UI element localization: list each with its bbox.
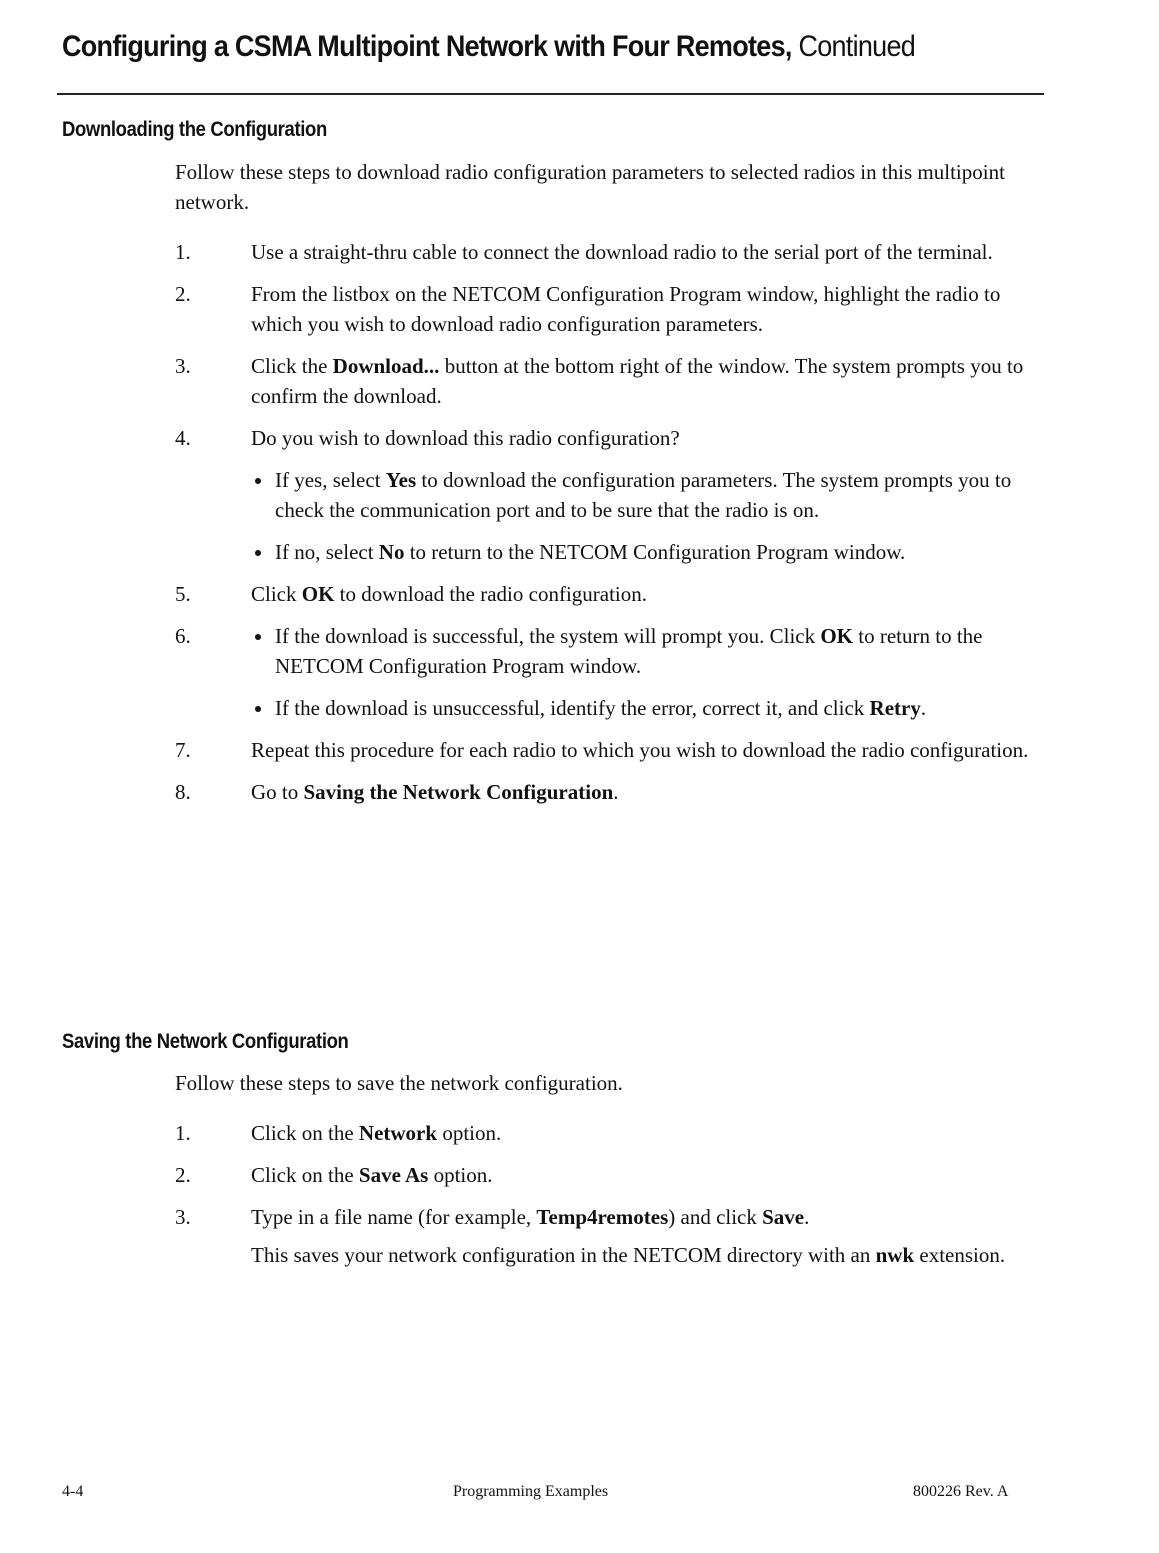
ok-button-ref: OK xyxy=(301,582,335,606)
step-text xyxy=(251,1160,1055,1190)
step-text-part: button at the bottom right of the window. The system prompts you to confirm the download. xyxy=(251,354,1024,408)
step-text-part: ) and click xyxy=(668,1205,763,1229)
network-option-ref: Network xyxy=(358,1121,438,1145)
bullet-text: . xyxy=(920,696,927,720)
bullet-text: to download the configuration parameters. The system prompts you to check the communication port and to be sure that the radio is on. xyxy=(275,468,1012,522)
download-step-7 xyxy=(175,735,1055,765)
bullet-text: to return to the NETCOM Configuration Program window. xyxy=(275,624,983,678)
step-text: Use a straight-thru cable to connect the download radio to the serial port of the terminal. xyxy=(251,240,993,264)
retry-button-ref: Retry xyxy=(869,696,921,720)
title-divider xyxy=(57,93,1044,95)
step-number: 2. xyxy=(175,1163,191,1187)
step-number: 1. xyxy=(175,1121,191,1145)
step-text-part: to download the radio configuration. xyxy=(334,582,648,606)
saving-section-ref: Saving the Network Configuration xyxy=(303,780,614,804)
no-option-ref: No xyxy=(378,540,405,564)
step-text-part: option. xyxy=(428,1163,493,1187)
footer-doc-id: 800226 Rev. A xyxy=(913,1483,1009,1500)
step-number: 2. xyxy=(175,282,191,306)
bullet-text: If the download is successful, the system will prompt you. Click xyxy=(275,624,821,648)
step-number: 6. xyxy=(175,624,191,648)
step-text: From the listbox on the NETCOM Configuration Program window, highlight the radio to which you wish to download radio configuration parameters. xyxy=(251,282,1001,336)
ok-button-ref: OK xyxy=(820,624,854,648)
save-step-3 xyxy=(175,1202,1055,1270)
step-text xyxy=(251,777,1055,807)
step-text-part: Click the xyxy=(251,354,333,378)
bullet-item-success xyxy=(251,621,1055,681)
step-text-part: . xyxy=(613,780,619,804)
step-text xyxy=(251,423,1055,567)
footer-section-title: Programming Examples xyxy=(453,1483,609,1500)
save-section-heading: Saving the Network Configuration xyxy=(62,1030,349,1053)
nwk-extension-ref: nwk xyxy=(875,1243,915,1267)
footer-page-number: 4-4 xyxy=(62,1483,84,1500)
step-question: Do you wish to download this radio configuration? xyxy=(251,426,680,450)
save-button-ref: Save xyxy=(762,1205,805,1229)
step-text-part: extension. xyxy=(914,1243,1006,1267)
bullet-text: If no, select xyxy=(275,540,379,564)
download-intro: Follow these steps to download radio configuration parameters to selected radios in this multipoint network. xyxy=(175,160,1005,214)
bullet-item-yes xyxy=(251,465,1055,525)
step-text xyxy=(251,621,1055,723)
save-intro: Follow these steps to save the network configuration. xyxy=(175,1071,623,1095)
save-section-body xyxy=(175,1068,1055,1282)
download-button-ref: Download... xyxy=(332,354,440,378)
step-text xyxy=(251,351,1055,411)
step-number: 8. xyxy=(175,780,191,804)
page-title-main: Configuring a CSMA Multipoint Network with Four Remotes, xyxy=(62,30,792,63)
step-text-part: Click on the xyxy=(251,1121,359,1145)
step-number: 5. xyxy=(175,582,191,606)
step-text xyxy=(251,1202,1055,1232)
page-title xyxy=(62,30,915,64)
download-step-1 xyxy=(175,237,1055,267)
step-number: 1. xyxy=(175,240,191,264)
page-title-continued: Continued xyxy=(798,30,916,63)
bullet-text: to return to the NETCOM Configuration Program window. xyxy=(404,540,906,564)
step-text-part: Type in a file name (for example, xyxy=(251,1205,537,1229)
bullet-list xyxy=(251,621,1055,723)
bullet-item-failure xyxy=(251,693,1055,723)
bullet-text: If yes, select xyxy=(275,468,386,492)
step-text xyxy=(251,579,1055,609)
save-as-option-ref: Save As xyxy=(358,1163,429,1187)
step-number: 3. xyxy=(175,354,191,378)
step-number: 7. xyxy=(175,738,191,762)
step-text-part: Go to xyxy=(251,780,304,804)
download-step-2 xyxy=(175,279,1055,339)
yes-option-ref: Yes xyxy=(385,468,417,492)
step-number: 4. xyxy=(175,426,191,450)
save-step-2 xyxy=(175,1160,1055,1190)
download-step-8 xyxy=(175,777,1055,807)
download-section-heading: Downloading the Configuration xyxy=(62,118,327,141)
step-text-part: option. xyxy=(437,1121,502,1145)
download-step-5 xyxy=(175,579,1055,609)
step-text xyxy=(251,1118,1055,1148)
filename-example: Temp4remotes xyxy=(536,1205,669,1229)
step-number: 3. xyxy=(175,1205,191,1229)
bullet-text: If the download is unsuccessful, identify the error, correct it, and click xyxy=(275,696,870,720)
download-section-body xyxy=(175,157,1055,819)
download-step-3 xyxy=(175,351,1055,411)
save-step-1 xyxy=(175,1118,1055,1148)
download-step-4 xyxy=(175,423,1055,567)
step-text-part: . xyxy=(804,1205,810,1229)
step-text-part: Click xyxy=(251,582,302,606)
step-text: Repeat this procedure for each radio to which you wish to download the radio configuration. xyxy=(251,738,1029,762)
bullet-list xyxy=(251,465,1055,567)
step-note xyxy=(251,1240,1055,1270)
step-text-part: Click on the xyxy=(251,1163,359,1187)
bullet-item-no xyxy=(251,537,1055,567)
step-text-part: This saves your network configuration in the NETCOM directory with an xyxy=(251,1243,876,1267)
download-step-6 xyxy=(175,621,1055,723)
